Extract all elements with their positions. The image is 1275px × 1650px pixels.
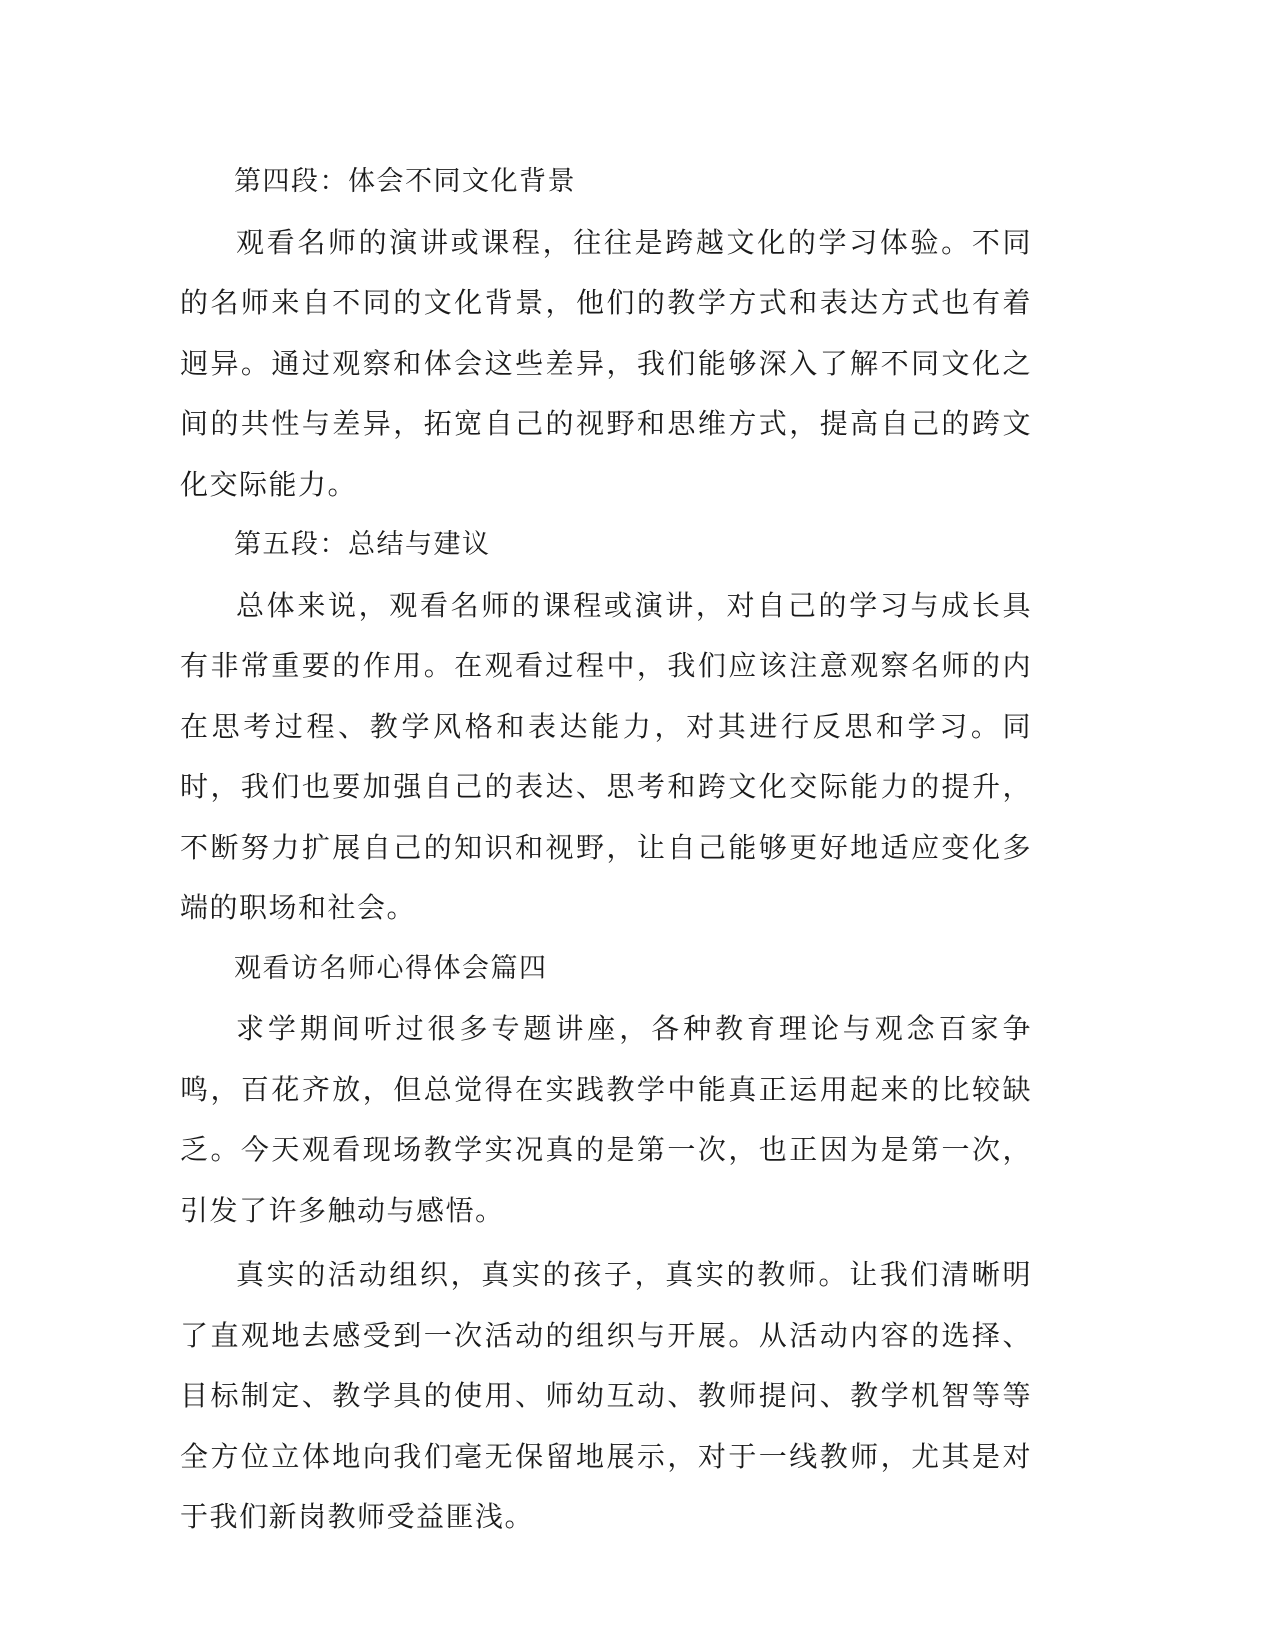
paragraph: 真实的活动组织，真实的孩子，真实的教师。让我们清晰明了直观地去感受到一次活动的组织与开展。从活动内容的选择、目标制定、教学具的使用、师幼互动、教师提问、教学机智等等全方位立体地向我们毫无保留地展示，对于一线教师，尤其是对于我们新岗教师受益匪浅。 [180, 1258, 1032, 1533]
article-heading: 观看访名师心得体会篇四 [234, 952, 548, 984]
paragraph: 观看名师的演讲或课程，往往是跨越文化的学习体验。不同的名师来自不同的文化背景，他们的教学方式和表达方式也有着迥异。通过观察和体会这些差异，我们能够深入了解不同文化之间的共性与差异，拓宽自己的视野和思维方式，提高自己的跨文化交际能力。 [180, 225, 1032, 501]
document-page [180, 152, 1032, 1548]
section-heading-5: 第五段：总结与建议 [234, 529, 491, 560]
paragraph: 求学期间听过很多专题讲座，各种教育理论与观念百家争鸣，百花齐放，但总觉得在实践教学中能真正运用起来的比较缺乏。今天观看现场教学实况真的是第一次，也正因为是第一次，引发了许多触动与感悟。 [180, 1012, 1032, 1227]
paragraph: 总体来说，观看名师的课程或演讲，对自己的学习与成长具有非常重要的作用。在观看过程中，我们应该注意观察名师的内在思考过程、教学风格和表达能力，对其进行反思和学习。同时，我们也要加强自己的表达、思考和跨文化交际能力的提升，不断努力扩展自己的知识和视野，让自己能够更好地适应变化多端的职场和社会。 [180, 588, 1032, 924]
section-heading-4: 第四段：体会不同文化背景 [234, 166, 576, 197]
